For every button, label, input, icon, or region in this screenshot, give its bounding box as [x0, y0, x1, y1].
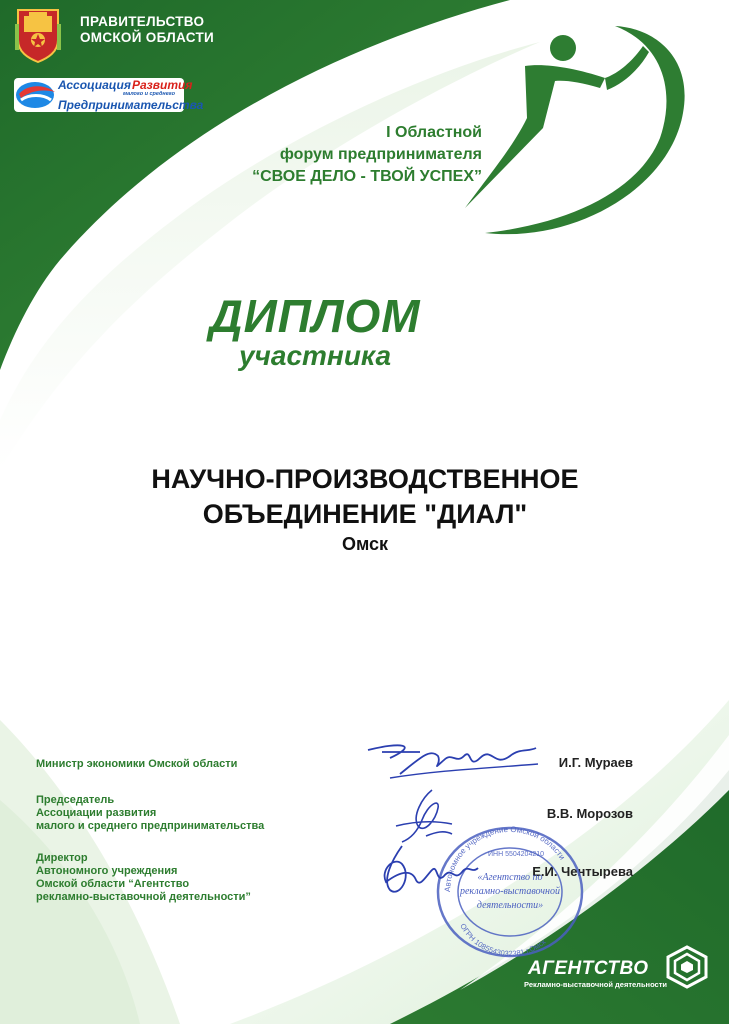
forum-title-line1: I Областной: [386, 124, 482, 141]
association-word-2: Развития: [132, 78, 193, 92]
government-title: [80, 14, 214, 46]
recipient-line1: НАУЧНО-ПРОИЗВОДСТВЕННОЕ: [151, 464, 579, 494]
government-title-line1: ПРАВИТЕЛЬСТВО: [80, 14, 205, 29]
signatory-2-title: [36, 794, 264, 833]
signature-1-handwriting: [360, 738, 540, 782]
signature-2-handwriting: [392, 786, 472, 846]
signatory-3-name: Е.И. Чентырева: [532, 864, 633, 879]
recipient-city: Омск: [341, 534, 389, 554]
signatory-3-title: [36, 852, 251, 904]
forum-title: [150, 122, 482, 188]
agency-logo-name: АГЕНТСТВО: [528, 958, 649, 979]
agency-logo-subtitle: Рекламно-выставочной деятельности: [524, 980, 668, 989]
association-word-3: малого и среднего: [123, 91, 175, 97]
stamp-center-line3: деятельности»: [476, 900, 544, 911]
omsk-region-emblem-icon: [12, 6, 64, 64]
stamp-bottom-text: ОГРН 1085543032381 г.Омск: [458, 921, 548, 959]
signatory-2-name: В.В. Морозов: [546, 806, 633, 821]
stamp-top-number: ИНН 5504204210: [488, 851, 545, 858]
signatory-2-title-line1: Председатель: [36, 794, 115, 806]
signature-3-handwriting: [372, 840, 482, 900]
forum-title-line3: “СВОЕ ДЕЛО - ТВОЙ УСПЕХ”: [252, 168, 482, 185]
stamp-center-line2: рекламно-выставочной: [459, 886, 561, 897]
forum-title-line2: форум предпринимателя: [279, 146, 482, 163]
recipient-line2: ОБЪЕДИНЕНИЕ "ДИАЛ": [202, 499, 528, 529]
running-person-icon: [455, 18, 700, 248]
diploma-subtitle: участника: [238, 340, 392, 371]
signatory-1-name: И.Г. Мураев: [558, 755, 633, 770]
signatory-3-title-line1: Директор: [36, 852, 88, 864]
agency-cube-icon: [664, 944, 710, 990]
signatory-1-title-line1: Министр экономики Омской области: [36, 758, 238, 770]
signatory-2-title-line3: малого и среднего предпринимательства: [36, 820, 265, 832]
signatory-1-title: [36, 758, 237, 771]
government-title-line2: ОМСКОЙ ОБЛАСТИ: [80, 30, 215, 45]
signatory-3-title-line3: Омской области “Агентство: [36, 878, 190, 890]
recipient-organization: [60, 462, 670, 532]
signatory-3-title-line4: рекламно-выставочной деятельности”: [36, 891, 251, 903]
association-word-1: Ассоциация: [58, 78, 131, 92]
association-word-4: Предпринимательства: [58, 98, 204, 112]
association-logo-icon: [15, 80, 57, 110]
stamp-ring-text: Автономное учреждение Омской области: [442, 824, 567, 893]
diploma-title: ДИПЛОМ: [209, 290, 421, 342]
signatory-3-title-line2: Автономного учреждения: [36, 865, 178, 877]
stamp-center-line1: «Агентство по: [477, 872, 543, 883]
signatory-2-title-line2: Ассоциации развития: [36, 807, 157, 819]
